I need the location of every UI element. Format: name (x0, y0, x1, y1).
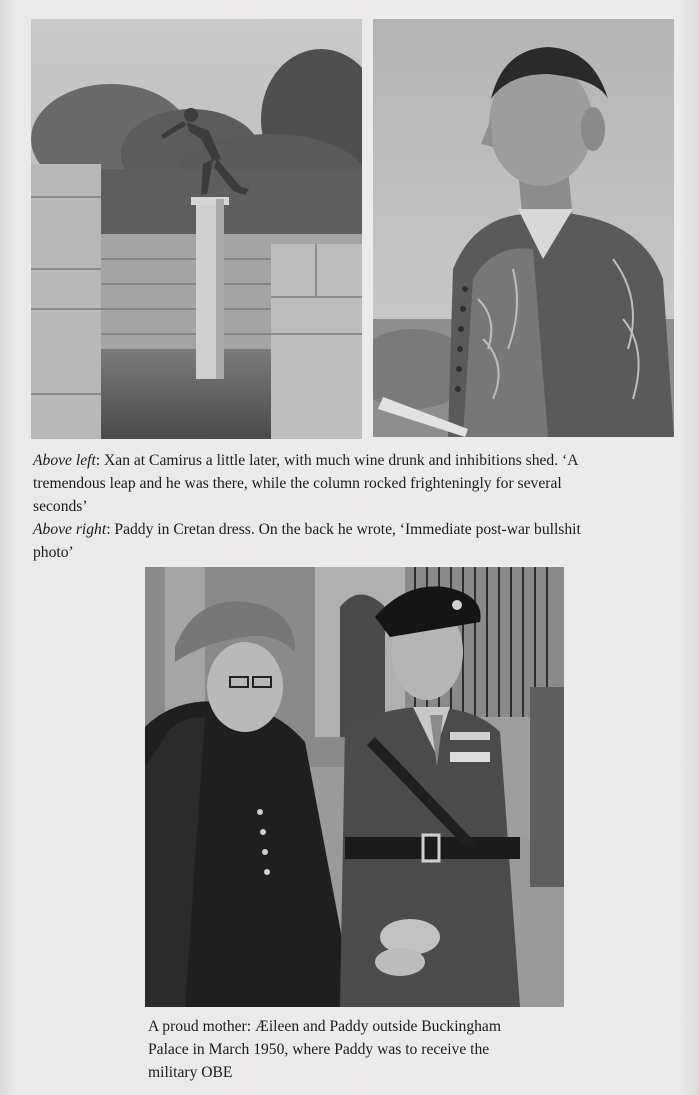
caption-top-photos (33, 449, 673, 564)
caption-left-label: Above left (33, 452, 96, 469)
caption-left-line-2: tremendous leap and he was there, while the column rocked frighteningly for several (33, 475, 562, 492)
caption-right-label: Above right (33, 521, 107, 538)
caption-bottom-photo (148, 1015, 578, 1084)
caption-right-line-1: Above right: Paddy in Cretan dress. On the back he wrote, ‘Immediate post-war bullshit (33, 521, 581, 538)
photo-paddy-cretan-dress (373, 19, 674, 437)
caption-left-line-3: seconds’ (33, 498, 88, 515)
caption-bottom-line-2: Palace in March 1950, where Paddy was to receive the (148, 1041, 490, 1058)
caption-bottom-line-1: A proud mother: Æileen and Paddy outside Buckingham (148, 1018, 501, 1035)
caption-left-line-1: Above left: Xan at Camirus a little later, with much wine drunk and inhibitions shed. ‘A (33, 452, 579, 469)
photo-aeileen-and-paddy (145, 567, 564, 1007)
caption-bottom-line-3: military OBE (148, 1064, 233, 1081)
caption-right-line-2: photo’ (33, 544, 74, 561)
photo-xan-at-camirus (31, 19, 362, 439)
